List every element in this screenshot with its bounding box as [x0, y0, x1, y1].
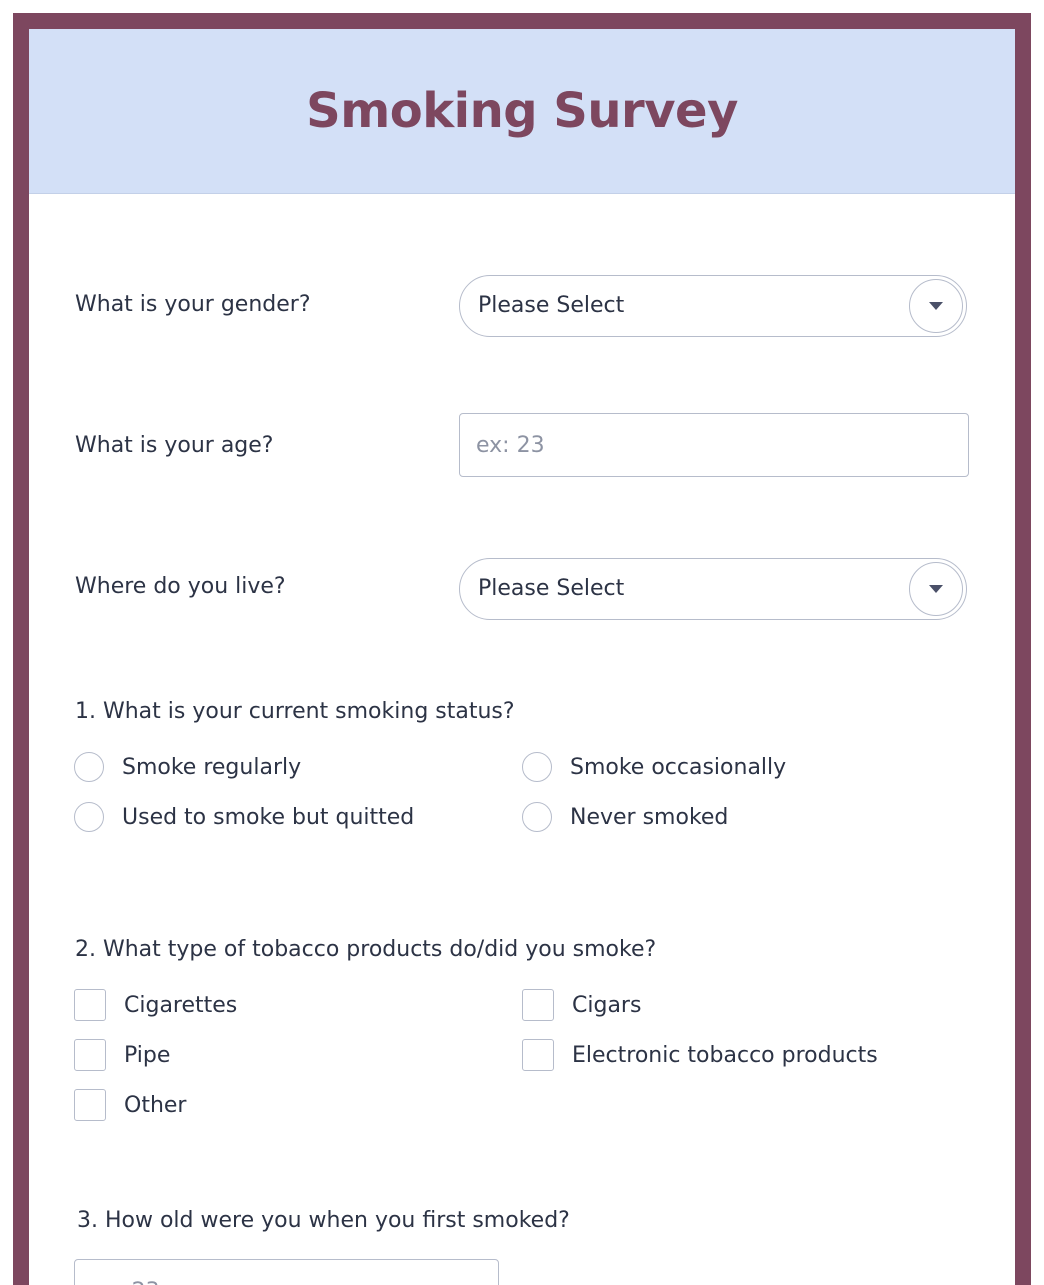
location-select-value: Please Select	[478, 576, 625, 601]
tobacco-type-question: 2. What type of tobacco products do/did you smoke?	[75, 937, 657, 962]
option-label: Never smoked	[570, 804, 729, 830]
smoking-status-option[interactable]	[522, 752, 786, 782]
tobacco-type-option[interactable]	[74, 989, 237, 1021]
checkbox[interactable]	[74, 989, 106, 1021]
smoking-status-option[interactable]	[74, 752, 301, 782]
chevron-down-icon	[928, 584, 944, 594]
option-label: Smoke regularly	[122, 754, 302, 780]
checkbox[interactable]	[74, 1089, 106, 1121]
smoking-status-option[interactable]	[74, 802, 414, 832]
form-frame	[13, 13, 1031, 1285]
location-label: Where do you live?	[75, 574, 286, 599]
radio-button[interactable]	[74, 802, 104, 832]
tobacco-type-option[interactable]	[522, 1039, 878, 1071]
option-label: Cigars	[572, 992, 642, 1018]
form-header	[29, 29, 1015, 194]
gender-select[interactable]	[459, 275, 967, 337]
chevron-down-icon	[928, 301, 944, 311]
smoking-status-option[interactable]	[522, 802, 728, 832]
radio-button[interactable]	[74, 752, 104, 782]
age-label: What is your age?	[75, 433, 274, 458]
smoking-status-question: 1. What is your current smoking status?	[75, 699, 515, 724]
tobacco-type-option[interactable]	[522, 989, 641, 1021]
tobacco-type-option[interactable]	[74, 1089, 186, 1121]
option-label: Electronic tobacco products	[572, 1042, 878, 1068]
option-label: Other	[124, 1092, 187, 1118]
form-title: Smoking Survey	[306, 83, 738, 139]
checkbox[interactable]	[74, 1039, 106, 1071]
first-smoked-question: 3. How old were you when you first smoked?	[77, 1208, 570, 1233]
location-dropdown-button[interactable]	[909, 562, 963, 616]
option-label: Cigarettes	[124, 992, 238, 1018]
tobacco-type-option[interactable]	[74, 1039, 170, 1071]
option-label: Pipe	[124, 1042, 171, 1068]
checkbox[interactable]	[522, 1039, 554, 1071]
option-label: Used to smoke but quitted	[122, 804, 415, 830]
checkbox[interactable]	[522, 989, 554, 1021]
first-smoked-age-input[interactable]	[74, 1259, 499, 1285]
option-label: Smoke occasionally	[570, 754, 787, 780]
gender-dropdown-button[interactable]	[909, 279, 963, 333]
radio-button[interactable]	[522, 752, 552, 782]
location-select[interactable]	[459, 558, 967, 620]
form-card	[29, 29, 1015, 1285]
gender-label: What is your gender?	[75, 292, 311, 317]
radio-button[interactable]	[522, 802, 552, 832]
gender-select-value: Please Select	[478, 293, 625, 318]
age-input[interactable]	[459, 413, 969, 477]
